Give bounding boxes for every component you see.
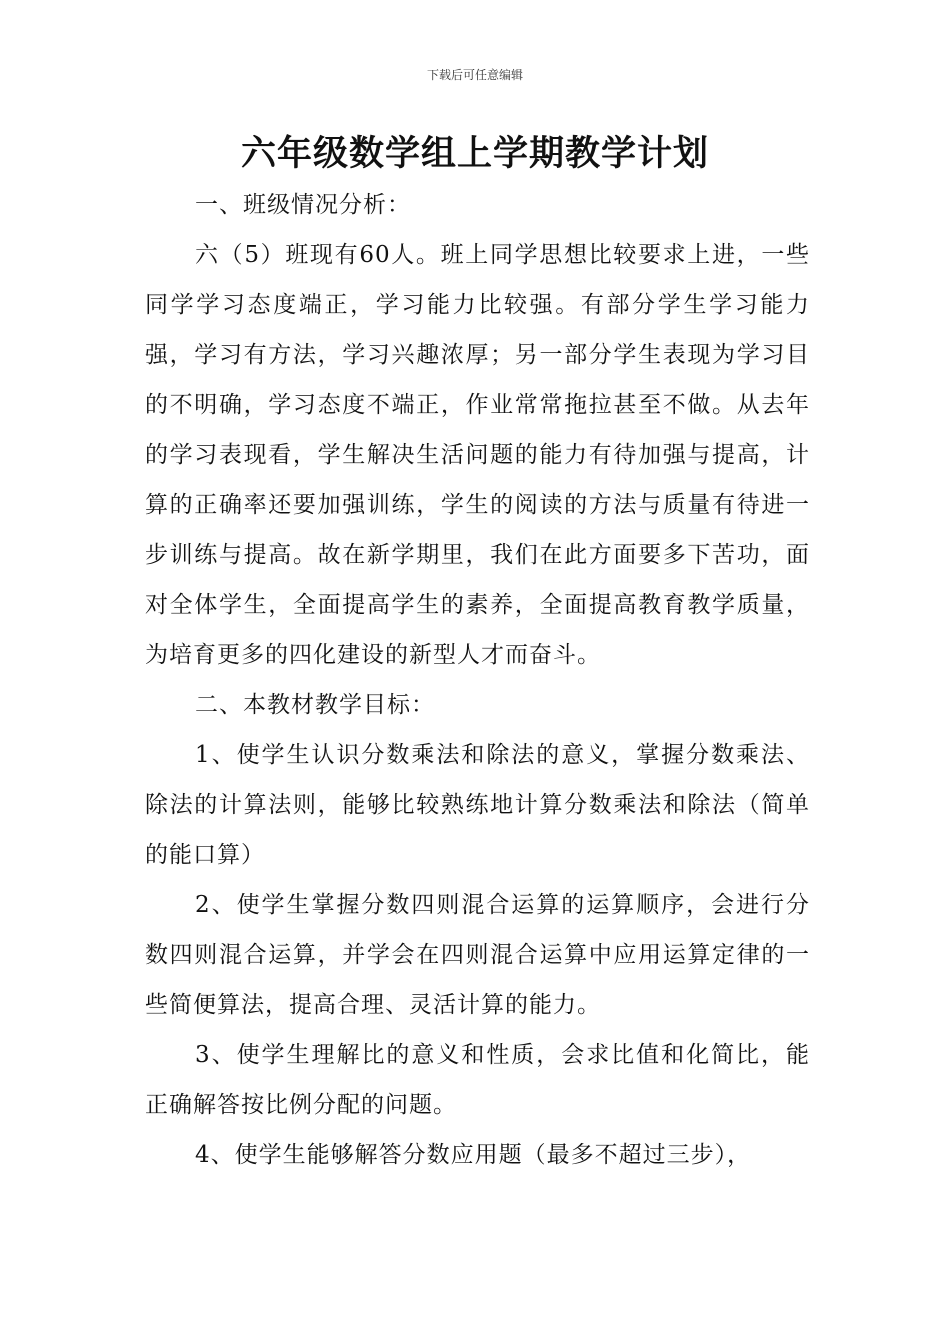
- goal-item-1: 1、使学生认识分数乘法和除法的意义，掌握分数乘法、除法的计算法则，能够比较熟练地计算分数乘法和除法（简单的能口算）: [145, 742, 810, 868]
- goal-item-4: 4、使学生能够解答分数应用题（最多不超过三步），: [195, 1142, 752, 1168]
- section-heading-class-analysis: 一、班级情况分析：: [195, 192, 411, 218]
- document-title: 六年级数学组上学期教学计划: [240, 134, 709, 174]
- document-body: [145, 180, 810, 1180]
- goal-item-2: 2、使学生掌握分数四则混合运算的运算顺序，会进行分数四则混合运算，并学会在四则混合运算中应用运算定律的一些简便算法，提高合理、灵活计算的能力。: [145, 892, 810, 1018]
- goal-item-3: 3、使学生理解比的意义和性质，会求比值和化简比，能正确解答按比例分配的问题。: [145, 1042, 810, 1118]
- page-header: 下载后可任意编辑: [426, 68, 523, 82]
- section-heading-teaching-goals: 二、本教材教学目标：: [195, 692, 435, 718]
- paragraph-class-analysis: 六（5）班现有60人。班上同学思想比较要求上进，一些同学学习态度端正，学习能力比较强。有部分学生学习能力强，学习有方法，学习兴趣浓厚；另一部分学生表现为学习目的不明确，学习态度不端正，作业常常拖拉甚至不做。从去年的学习表现看，学生解决生活问题的能力有待加强与提高，计算的正确率还要加强训练，学生的阅读的方法与质量有待进一步训练与提高。故在新学期里，我们在此方面要多下苦功，面对全体学生，全面提高学生的素养，全面提高教育教学质量，为培育更多的四化建设的新型人才而奋斗。: [145, 242, 810, 668]
